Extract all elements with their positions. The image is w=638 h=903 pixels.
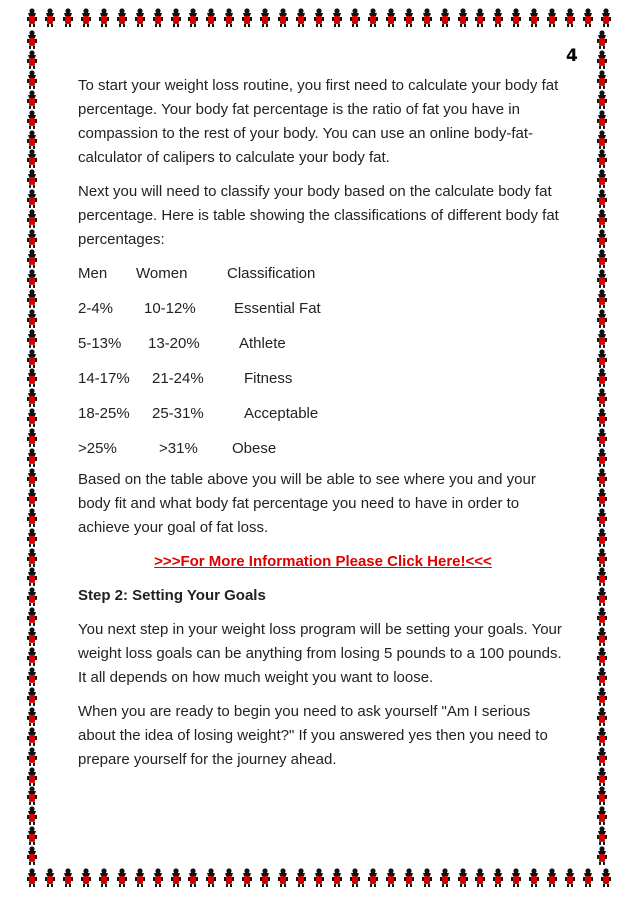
table-cell-classification: Athlete (239, 335, 286, 352)
intro-paragraph-1: To start your weight loss routine, you first need to calculate your body fat percentage. Your body fat percentage is the ratio of fat you have in compassion to the rest of your body. You can use an online body-fat-calculator of calipers to calculate your body fat. (78, 77, 559, 166)
cartoon-figure-icon (596, 567, 608, 587)
cartoon-figure-icon (367, 8, 379, 28)
cartoon-figure-icon (26, 707, 38, 727)
cartoon-figure-icon (295, 868, 307, 888)
table-cell-women: >31% (159, 440, 198, 457)
cartoon-figure-icon (26, 488, 38, 508)
cartoon-figure-icon (295, 8, 307, 28)
cartoon-figure-icon (492, 868, 504, 888)
cartoon-figure-icon (80, 868, 92, 888)
cartoon-figure-icon (474, 8, 486, 28)
cartoon-figure-icon (596, 249, 608, 269)
cartoon-figure-icon (205, 868, 217, 888)
cartoon-figure-icon (596, 548, 608, 568)
cartoon-figure-icon (259, 868, 271, 888)
cartoon-figure-icon (26, 209, 38, 229)
cartoon-figure-icon (26, 229, 38, 249)
cartoon-figure-icon (596, 329, 608, 349)
cartoon-figure-icon (596, 90, 608, 110)
table-cell-women: 13-20% (148, 335, 200, 352)
border-bottom (26, 868, 612, 890)
cartoon-figure-icon (26, 70, 38, 90)
body-fat-table (78, 262, 568, 461)
more-info-link[interactable]: >>>For More Information Please Click Here!<<< (154, 553, 492, 570)
cartoon-figure-icon (26, 189, 38, 209)
table-row (78, 402, 568, 426)
cartoon-figure-icon (596, 528, 608, 548)
cartoon-figure-icon (241, 868, 253, 888)
cartoon-figure-icon (596, 70, 608, 90)
cartoon-figure-icon (26, 567, 38, 587)
cartoon-figure-icon (596, 727, 608, 747)
table-header-row (78, 262, 568, 286)
more-info-line (78, 550, 568, 574)
cartoon-figure-icon (26, 767, 38, 787)
cartoon-figure-icon (116, 868, 128, 888)
cartoon-figure-icon (26, 806, 38, 826)
cartoon-figure-icon (170, 868, 182, 888)
cartoon-figure-icon (134, 868, 146, 888)
cartoon-figure-icon (205, 8, 217, 28)
cartoon-figure-icon (26, 349, 38, 369)
cartoon-figure-icon (331, 8, 343, 28)
table-cell-women: 25-31% (152, 405, 204, 422)
cartoon-figure-icon (596, 607, 608, 627)
cartoon-figure-icon (26, 388, 38, 408)
cartoon-figure-icon (564, 868, 576, 888)
intro-paragraph-2: Next you will need to classify your body based on the calculate body fat percentage. Here is table showing the classifications of different body fat percentages: (78, 183, 559, 248)
table-cell-men: 2-4% (78, 300, 114, 317)
cartoon-figure-icon (26, 846, 38, 866)
cartoon-figure-icon (26, 868, 38, 888)
cartoon-figure-icon (596, 448, 608, 468)
cartoon-figure-icon (439, 868, 451, 888)
cartoon-figure-icon (26, 149, 38, 169)
cartoon-figure-icon (259, 8, 271, 28)
after-table-paragraph: Based on the table above you will be able to see where you and your body fit and what body fat percentage you need to have in order to achieve your goal of fat loss. (78, 471, 536, 536)
cartoon-figure-icon (26, 448, 38, 468)
cartoon-figure-icon (152, 8, 164, 28)
cartoon-figure-icon (546, 868, 558, 888)
step2-paragraph-2: When you are ready to begin you need to ask yourself "Am I serious about the idea of losing weight?" If you answered yes then you need to prepare yourself for the journey ahead. (78, 703, 548, 768)
cartoon-figure-icon (26, 329, 38, 349)
cartoon-figure-icon (421, 8, 433, 28)
cartoon-figure-icon (439, 8, 451, 28)
cartoon-figure-icon (170, 8, 182, 28)
cartoon-figure-icon (596, 110, 608, 130)
cartoon-figure-icon (600, 868, 612, 888)
cartoon-figure-icon (26, 786, 38, 806)
cartoon-figure-icon (223, 868, 235, 888)
cartoon-figure-icon (241, 8, 253, 28)
cartoon-figure-icon (26, 647, 38, 667)
cartoon-figure-icon (596, 468, 608, 488)
cartoon-figure-icon (26, 269, 38, 289)
table-row (78, 332, 568, 356)
cartoon-figure-icon (596, 30, 608, 50)
cartoon-figure-icon (62, 868, 74, 888)
cartoon-figure-icon (596, 747, 608, 767)
table-cell-women: 10-12% (144, 300, 196, 317)
cartoon-figure-icon (596, 587, 608, 607)
step2-heading: Step 2: Setting Your Goals (78, 587, 266, 604)
table-row (78, 437, 568, 461)
cartoon-figure-icon (26, 548, 38, 568)
cartoon-figure-icon (403, 868, 415, 888)
table-cell-men: 14-17% (78, 370, 130, 387)
cartoon-figure-icon (223, 8, 235, 28)
table-row (78, 367, 568, 391)
cartoon-figure-icon (26, 687, 38, 707)
table-header-classification: Classification (227, 265, 316, 282)
cartoon-figure-icon (596, 786, 608, 806)
table-cell-classification: Essential Fat (234, 300, 321, 317)
table-cell-men: 5-13% (78, 335, 122, 352)
cartoon-figure-icon (600, 8, 612, 28)
cartoon-figure-icon (596, 707, 608, 727)
cartoon-figure-icon (385, 8, 397, 28)
cartoon-figure-icon (313, 868, 325, 888)
cartoon-figure-icon (187, 868, 199, 888)
table-cell-men: >25% (78, 440, 117, 457)
cartoon-figure-icon (596, 50, 608, 70)
table-cell-men: 18-25% (78, 405, 130, 422)
cartoon-figure-icon (596, 368, 608, 388)
cartoon-figure-icon (26, 826, 38, 846)
cartoon-figure-icon (596, 209, 608, 229)
cartoon-figure-icon (403, 8, 415, 28)
cartoon-figure-icon (26, 249, 38, 269)
cartoon-figure-icon (596, 806, 608, 826)
cartoon-figure-icon (26, 289, 38, 309)
step2-paragraph-1: You next step in your weight loss program will be setting your goals. Your weight loss goals can be anything from losing 5 pounds to a 100 pounds. It all depends on how much weight you want to loose. (78, 621, 562, 686)
table-cell-classification: Fitness (244, 370, 293, 387)
cartoon-figure-icon (596, 289, 608, 309)
page-content (78, 74, 568, 782)
cartoon-figure-icon (277, 8, 289, 28)
cartoon-figure-icon (596, 687, 608, 707)
cartoon-figure-icon (596, 149, 608, 169)
cartoon-figure-icon (98, 8, 110, 28)
cartoon-figure-icon (26, 587, 38, 607)
cartoon-figure-icon (44, 8, 56, 28)
cartoon-figure-icon (596, 169, 608, 189)
cartoon-figure-icon (596, 846, 608, 866)
cartoon-figure-icon (596, 488, 608, 508)
cartoon-figure-icon (596, 229, 608, 249)
cartoon-figure-icon (26, 428, 38, 448)
border-left (26, 30, 44, 866)
cartoon-figure-icon (349, 868, 361, 888)
cartoon-figure-icon (98, 868, 110, 888)
cartoon-figure-icon (596, 627, 608, 647)
cartoon-figure-icon (596, 767, 608, 787)
cartoon-figure-icon (510, 8, 522, 28)
table-header-women: Women (136, 265, 188, 282)
cartoon-figure-icon (26, 508, 38, 528)
cartoon-figure-icon (546, 8, 558, 28)
cartoon-figure-icon (596, 826, 608, 846)
cartoon-figure-icon (596, 269, 608, 289)
cartoon-figure-icon (474, 868, 486, 888)
cartoon-figure-icon (26, 667, 38, 687)
cartoon-figure-icon (457, 868, 469, 888)
cartoon-figure-icon (421, 868, 433, 888)
cartoon-figure-icon (26, 130, 38, 150)
table-cell-classification: Acceptable (244, 405, 319, 422)
table-cell-women: 21-24% (152, 370, 204, 387)
cartoon-figure-icon (528, 868, 540, 888)
cartoon-figure-icon (26, 727, 38, 747)
border-top (26, 8, 612, 30)
table-cell-classification: Obese (232, 440, 277, 457)
cartoon-figure-icon (26, 747, 38, 767)
cartoon-figure-icon (596, 428, 608, 448)
cartoon-figure-icon (26, 90, 38, 110)
cartoon-figure-icon (80, 8, 92, 28)
cartoon-figure-icon (528, 8, 540, 28)
page-number: 4 (566, 46, 578, 66)
cartoon-figure-icon (582, 8, 594, 28)
cartoon-figure-icon (26, 468, 38, 488)
cartoon-figure-icon (277, 868, 289, 888)
cartoon-figure-icon (26, 627, 38, 647)
cartoon-figure-icon (26, 309, 38, 329)
cartoon-figure-icon (26, 169, 38, 189)
cartoon-figure-icon (116, 8, 128, 28)
cartoon-figure-icon (367, 868, 379, 888)
cartoon-figure-icon (596, 309, 608, 329)
cartoon-figure-icon (596, 349, 608, 369)
cartoon-figure-icon (492, 8, 504, 28)
cartoon-figure-icon (44, 868, 56, 888)
cartoon-figure-icon (596, 388, 608, 408)
table-header-men: Men (78, 265, 108, 282)
cartoon-figure-icon (564, 8, 576, 28)
cartoon-figure-icon (26, 408, 38, 428)
cartoon-figure-icon (596, 189, 608, 209)
cartoon-figure-icon (596, 647, 608, 667)
cartoon-figure-icon (62, 8, 74, 28)
cartoon-figure-icon (385, 868, 397, 888)
cartoon-figure-icon (187, 8, 199, 28)
cartoon-figure-icon (510, 868, 522, 888)
table-row (78, 297, 568, 321)
cartoon-figure-icon (26, 8, 38, 28)
cartoon-figure-icon (152, 868, 164, 888)
cartoon-figure-icon (349, 8, 361, 28)
cartoon-figure-icon (26, 607, 38, 627)
cartoon-figure-icon (26, 528, 38, 548)
cartoon-figure-icon (331, 868, 343, 888)
cartoon-figure-icon (582, 868, 594, 888)
cartoon-figure-icon (134, 8, 146, 28)
cartoon-figure-icon (596, 408, 608, 428)
cartoon-figure-icon (596, 667, 608, 687)
cartoon-figure-icon (26, 110, 38, 130)
border-right (596, 30, 614, 866)
cartoon-figure-icon (26, 50, 38, 70)
cartoon-figure-icon (26, 368, 38, 388)
cartoon-figure-icon (596, 130, 608, 150)
cartoon-figure-icon (26, 30, 38, 50)
cartoon-figure-icon (313, 8, 325, 28)
cartoon-figure-icon (457, 8, 469, 28)
cartoon-figure-icon (596, 508, 608, 528)
